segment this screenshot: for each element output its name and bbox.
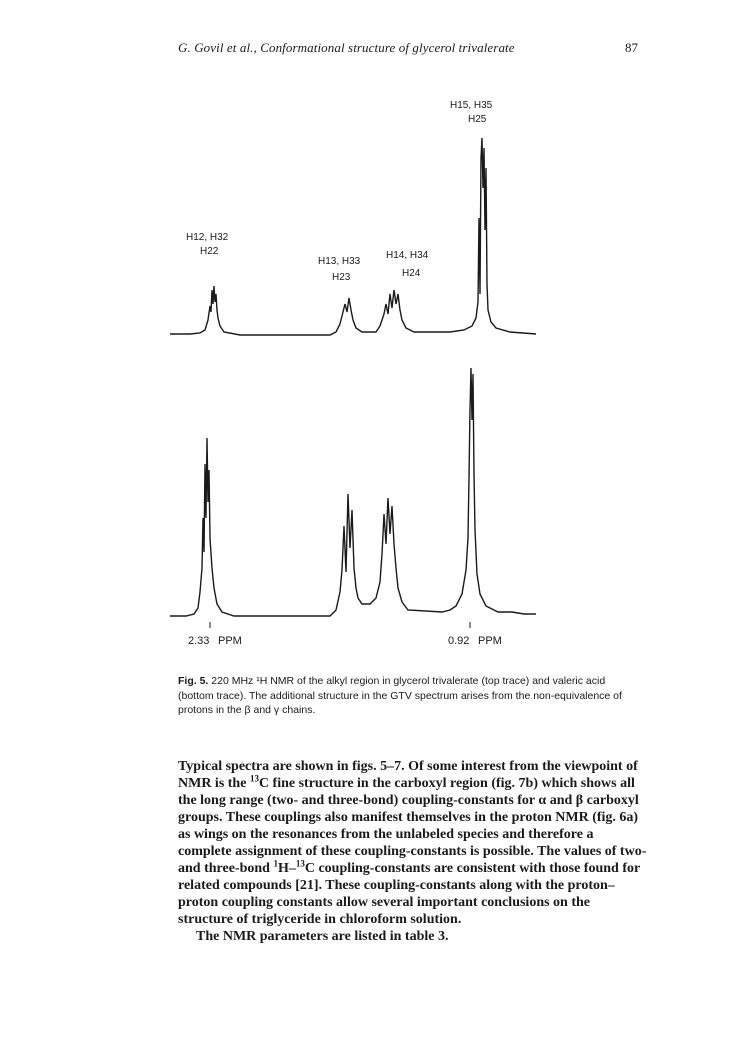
bottom-trace — [170, 368, 536, 616]
p1-part3: H– — [277, 861, 296, 876]
label-h13-h33: H13, H33 — [318, 256, 361, 267]
label-h23: H23 — [332, 272, 351, 283]
caption-label: Fig. 5. — [178, 675, 209, 687]
paragraph-2: The NMR parameters are listed in table 3. — [196, 929, 449, 944]
label-h15-h35: H15, H35 — [450, 100, 493, 111]
running-title: G. Govil et al., Conformational structure of glycerol trivalerate — [178, 40, 515, 55]
p1-part2: C fine structure in the carboxyl region (fig. 7b) which shows all the long range (two- and three-bond) coupling-constants for α and β carboxyl groups. These couplings also manifest themselves in the proton NMR (fig. 6a) as wings on the resonances from the unlabeled species and therefore a complete assignment of these coupling-constants is possible. The values of two- and three-bond — [178, 776, 647, 876]
p1-sup1: 13 — [249, 773, 259, 784]
nmr-spectra-svg — [150, 98, 550, 658]
figure-caption — [178, 674, 638, 718]
p1-part1: Typical spectra are shown in figs. 5–7. Of some interest from the viewpoint of NMR is the — [178, 759, 638, 791]
axis-mark-0-92: 0.92 — [448, 635, 470, 647]
page-header — [0, 40, 731, 60]
label-h22: H22 — [200, 246, 219, 257]
page-number: 87 — [625, 40, 638, 55]
label-h12-h32: H12, H32 — [186, 232, 229, 243]
axis-mark-ppm-right: PPM — [478, 635, 502, 647]
label-h14-h34: H14, H34 — [386, 250, 429, 261]
paragraph-1 — [178, 758, 648, 928]
label-h25: H25 — [468, 114, 487, 125]
label-h24: H24 — [402, 268, 421, 279]
caption-text: 220 MHz ¹H NMR of the alkyl region in glycerol trivalerate (top trace) and valeric acid (bottom trace). The additional structure in the GTV spectrum arises from the non-equivalence of protons in the β and γ chains. — [178, 675, 622, 716]
p1-sup3: 13 — [295, 858, 305, 869]
axis-mark-ppm-left: PPM — [218, 635, 242, 647]
body-text — [178, 758, 648, 945]
nmr-figure — [150, 98, 550, 658]
p1-part4: C coupling-constants are consistent with those found for related compounds [21]. These coupling-constants along with the proton–proton coupling constants allow several important conclusions on the structure of triglyceride in chloroform solution. — [178, 861, 640, 927]
axis-mark-2-33: 2.33 — [188, 635, 210, 647]
p1-sup2: 1 — [273, 858, 278, 869]
